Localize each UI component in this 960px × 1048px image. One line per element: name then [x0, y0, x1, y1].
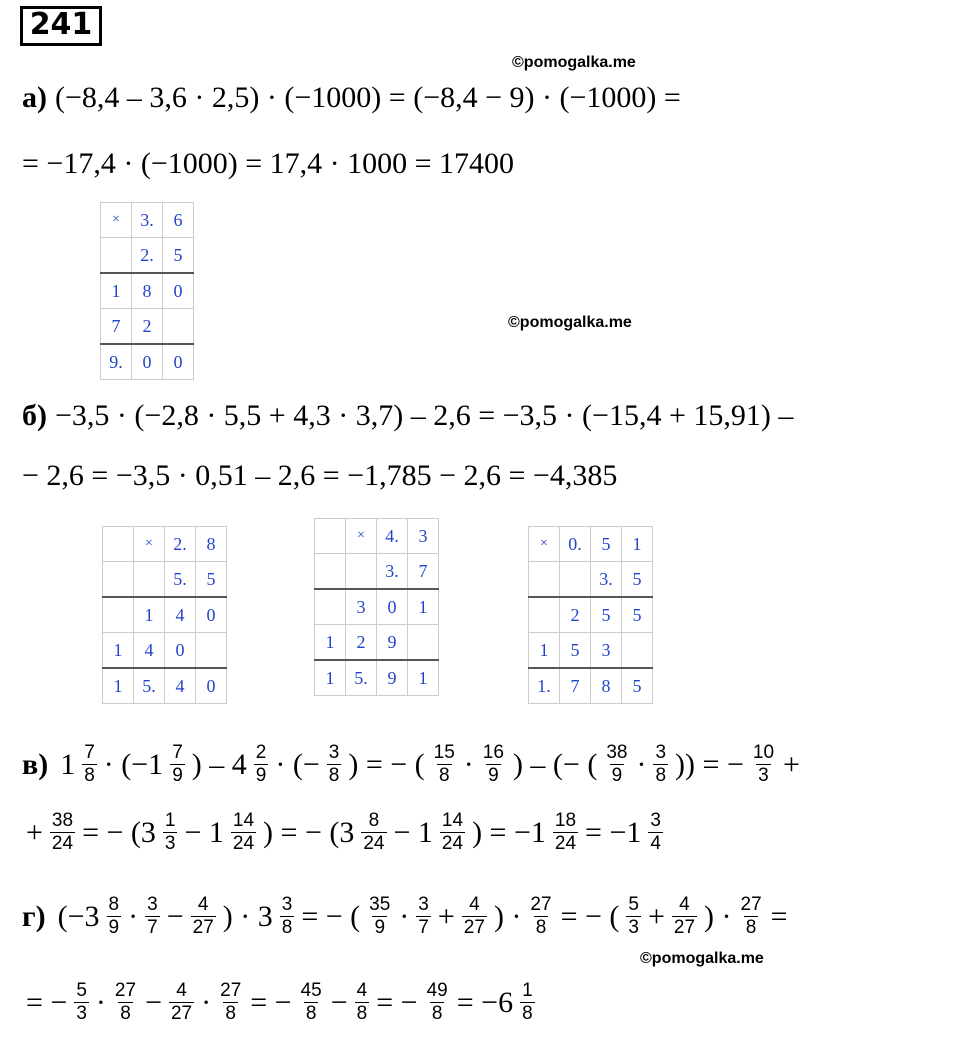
- calc-cell: [346, 554, 377, 590]
- denominator: 8: [356, 1003, 368, 1024]
- calc-cell: 1: [408, 589, 439, 625]
- fraction: [82, 742, 97, 787]
- part-b-expression-1: −3,5 · (−2,8 · 5,5 + 4,3 · 3,7) – 2,6 = −3,5 · (−15,4 + 15,91) –: [55, 399, 794, 432]
- denominator: 8: [438, 765, 450, 786]
- part-g-line2: [22, 980, 538, 1025]
- calc-cell: 0: [163, 344, 194, 380]
- calc-cell: [315, 519, 346, 554]
- fraction: [361, 810, 386, 855]
- calc-cell: 4.: [377, 519, 408, 554]
- denominator: 27: [463, 917, 485, 938]
- numerator: 14: [441, 810, 464, 831]
- denominator: 8: [655, 765, 667, 786]
- denominator: 8: [281, 917, 293, 938]
- expression-text: ) · 3: [222, 899, 273, 933]
- calc-cell: [408, 625, 439, 661]
- numerator: 38: [51, 810, 74, 831]
- expression-text: ·: [463, 747, 474, 781]
- expression-text: ) – (− (: [512, 747, 598, 781]
- numerator: 8: [108, 894, 120, 915]
- calc-table-b3: [528, 526, 653, 704]
- calc-row: [103, 597, 227, 633]
- denominator: 7: [418, 917, 429, 938]
- denominator: 24: [363, 833, 385, 854]
- denominator: 7: [147, 917, 158, 938]
- denominator: 9: [611, 765, 623, 786]
- calc-cell: 0: [377, 589, 408, 625]
- part-b-expression-2: − 2,6 = −3,5 · 0,51 – 2,6 = −1,785 − 2,6 = −4,385: [22, 459, 618, 492]
- calc-cell: 8: [196, 527, 227, 562]
- expression-text: · (−: [275, 747, 320, 781]
- expression-text: 1: [60, 747, 76, 781]
- fraction: [170, 742, 185, 787]
- calc-table-a: [100, 202, 194, 380]
- denominator: 8: [431, 1003, 443, 1024]
- numerator: 8: [368, 810, 380, 831]
- expression-text: −: [145, 985, 162, 1019]
- calc-cell: 0: [196, 668, 227, 704]
- part-a-expression-2: = −17,4 · (−1000) = 17,4 · 1000 = 17400: [22, 147, 515, 180]
- calc-row: [315, 589, 439, 625]
- calc-cell: 1: [408, 660, 439, 696]
- numerator: 4: [679, 894, 690, 915]
- denominator: 8: [745, 917, 757, 938]
- numerator: 3: [418, 894, 429, 915]
- expression-text: +: [647, 899, 665, 933]
- calc-row: [529, 633, 653, 669]
- calc-row: [315, 519, 439, 554]
- fraction: [528, 894, 553, 939]
- calc-cell: 5: [163, 238, 194, 274]
- calc-cell: 7: [560, 668, 591, 704]
- numerator: 16: [482, 742, 504, 763]
- fraction: [481, 742, 506, 787]
- fraction: [739, 894, 764, 939]
- fraction: [425, 980, 450, 1025]
- denominator: 24: [51, 833, 74, 854]
- fraction: [74, 980, 89, 1025]
- expression-text: − 1: [184, 815, 224, 849]
- expression-text: − 1: [393, 815, 433, 849]
- calc-cell: ×: [134, 527, 165, 562]
- fraction: [672, 894, 697, 939]
- calc-cell: 3: [408, 519, 439, 554]
- watermark: ©pomogalka.me: [508, 314, 632, 331]
- expression-text: +: [783, 747, 800, 781]
- denominator: 3: [628, 917, 639, 938]
- expression-text: · (−1: [103, 747, 164, 781]
- fraction: [50, 810, 75, 855]
- numerator: 4: [356, 980, 368, 1001]
- expression-text: = − (: [560, 899, 620, 933]
- part-a-label: а): [22, 81, 47, 114]
- calc-cell: [103, 527, 134, 562]
- calc-cell: 8: [591, 668, 622, 704]
- numerator: 15: [433, 742, 455, 763]
- calc-row: [315, 625, 439, 661]
- calc-row: [101, 203, 194, 238]
- expression-text: = −1: [585, 815, 642, 849]
- denominator: 3: [758, 765, 769, 786]
- calc-row: [103, 562, 227, 598]
- calc-cell: 6: [163, 203, 194, 238]
- calc-cell: 1: [622, 527, 653, 562]
- expression-text: = −: [26, 985, 68, 1019]
- numerator: 38: [606, 742, 628, 763]
- fraction: [280, 894, 295, 939]
- calc-cell: [315, 589, 346, 625]
- denominator: 8: [328, 765, 340, 786]
- fraction: [462, 894, 487, 939]
- calc-row: [315, 660, 439, 696]
- expression-text: = −: [250, 985, 292, 1019]
- denominator: 24: [441, 833, 464, 854]
- calc-cell: 5.: [346, 660, 377, 696]
- numerator: 27: [740, 894, 762, 915]
- fraction: [191, 894, 216, 939]
- calc-row: [101, 273, 194, 309]
- denominator: 8: [84, 765, 95, 786]
- numerator: 27: [220, 980, 242, 1001]
- numerator: 3: [650, 810, 661, 831]
- calc-cell: [529, 597, 560, 633]
- fraction: [432, 742, 457, 787]
- fraction: [254, 742, 269, 787]
- expression-text: +: [437, 899, 455, 933]
- expression-text: −: [330, 985, 348, 1019]
- calc-row: [103, 668, 227, 704]
- denominator: 8: [225, 1003, 236, 1024]
- numerator: 27: [114, 980, 137, 1001]
- calc-cell: [101, 238, 132, 274]
- numerator: 4: [176, 980, 187, 1001]
- numerator: 14: [232, 810, 255, 831]
- numerator: 10: [752, 742, 775, 763]
- fraction: [327, 742, 342, 787]
- fraction: [231, 810, 256, 855]
- calc-cell: 5: [196, 562, 227, 598]
- calc-cell: 8: [132, 273, 163, 309]
- expression-text: = − (: [301, 899, 361, 933]
- watermark: ©pomogalka.me: [640, 950, 764, 967]
- numerator: 5: [76, 980, 87, 1001]
- numerator: 45: [300, 980, 322, 1001]
- part-b-line2: [22, 456, 617, 496]
- calc-row: [101, 309, 194, 345]
- calc-table-b1: [102, 526, 227, 704]
- calc-cell: 1.: [529, 668, 560, 704]
- expression-text: −: [166, 899, 184, 933]
- calc-row: [529, 527, 653, 562]
- calc-cell: 0: [165, 633, 196, 669]
- calc-cell: ×: [529, 527, 560, 562]
- calc-cell: 5: [622, 668, 653, 704]
- numerator: 4: [469, 894, 480, 915]
- calc-cell: 4: [134, 633, 165, 669]
- calc-cell: 5: [622, 597, 653, 633]
- numerator: 5: [628, 894, 639, 915]
- calc-cell: 0: [196, 597, 227, 633]
- calc-cell: 5: [622, 562, 653, 598]
- numerator: 2: [255, 742, 267, 763]
- expression-text: ) – 4: [191, 747, 247, 781]
- calc-cell: 1: [101, 273, 132, 309]
- expression-text: ·: [636, 747, 647, 781]
- calc-cell: 4: [165, 597, 196, 633]
- fraction: [367, 894, 392, 939]
- calc-cell: [560, 562, 591, 598]
- expression-text: ) ·: [704, 899, 732, 933]
- numerator: 18: [554, 810, 577, 831]
- calc-cell: [103, 562, 134, 598]
- denominator: 8: [522, 1003, 533, 1024]
- calc-row: [103, 527, 227, 562]
- expression-text: ) = − (: [348, 747, 425, 781]
- calc-cell: 1: [315, 660, 346, 696]
- fraction: [416, 894, 431, 939]
- denominator: 24: [232, 833, 255, 854]
- calc-cell: 7: [408, 554, 439, 590]
- denominator: 8: [535, 917, 547, 938]
- part-a-line2: [22, 144, 514, 184]
- calc-cell: 5: [591, 597, 622, 633]
- calc-cell: 0.: [560, 527, 591, 562]
- calc-cell: 3.: [132, 203, 163, 238]
- numerator: 35: [369, 894, 391, 915]
- calc-cell: 9: [377, 660, 408, 696]
- fraction: [113, 980, 138, 1025]
- numerator: 1: [164, 810, 176, 831]
- calc-cell: 5.: [165, 562, 196, 598]
- calc-cell: [134, 562, 165, 598]
- numerator: 7: [172, 742, 183, 763]
- calc-cell: 3: [346, 589, 377, 625]
- expression-text: ·: [399, 899, 410, 933]
- denominator: 24: [554, 833, 577, 854]
- calc-cell: 2.: [132, 238, 163, 274]
- denominator: 9: [374, 917, 386, 938]
- denominator: 3: [164, 833, 176, 854]
- numerator: 27: [530, 894, 552, 915]
- fraction: [107, 894, 122, 939]
- denominator: 27: [673, 917, 696, 938]
- part-label: в): [22, 747, 49, 781]
- fraction: [553, 810, 578, 855]
- expression-text: = −6: [456, 985, 514, 1019]
- fraction: [163, 810, 178, 855]
- calc-cell: 9.: [101, 344, 132, 380]
- expression-text: ) = −1: [472, 815, 546, 849]
- calc-row: [101, 344, 194, 380]
- fraction: [626, 894, 641, 939]
- part-a-expression-1: (−8,4 – 3,6 · 2,5) · (−1000) = (−8,4 − 9) · (−1000) =: [55, 81, 681, 114]
- part-a-line1: [22, 78, 681, 118]
- calc-row: [529, 562, 653, 598]
- calc-cell: [622, 633, 653, 669]
- denominator: 9: [108, 917, 120, 938]
- calc-cell: 1: [103, 633, 134, 669]
- expression-text: (−3: [57, 899, 100, 933]
- calc-cell: 5: [560, 633, 591, 669]
- numerator: 3: [655, 742, 667, 763]
- calc-row: [101, 238, 194, 274]
- part-b-line1: [22, 396, 793, 436]
- calc-cell: ×: [346, 519, 377, 554]
- numerator: 7: [84, 742, 95, 763]
- calc-cell: 1: [103, 668, 134, 704]
- calc-cell: ×: [101, 203, 132, 238]
- calc-cell: 1: [315, 625, 346, 661]
- numerator: 4: [197, 894, 209, 915]
- watermark: ©pomogalka.me: [512, 54, 636, 71]
- denominator: 9: [172, 765, 183, 786]
- fraction: [218, 980, 243, 1025]
- calc-cell: 7: [101, 309, 132, 345]
- expression-text: ·: [95, 985, 106, 1019]
- calc-cell: 0: [163, 273, 194, 309]
- calc-cell: 9: [377, 625, 408, 661]
- part-label: г): [22, 899, 46, 933]
- calc-cell: [103, 597, 134, 633]
- calc-cell: 2.: [165, 527, 196, 562]
- calc-cell: [529, 562, 560, 598]
- fraction: [751, 742, 776, 787]
- denominator: 3: [76, 1003, 87, 1024]
- fraction: [648, 810, 663, 855]
- calc-row: [103, 633, 227, 669]
- numerator: 3: [281, 894, 293, 915]
- denominator: 4: [650, 833, 661, 854]
- fraction: [145, 894, 160, 939]
- numerator: 3: [328, 742, 340, 763]
- numerator: 3: [147, 894, 158, 915]
- expression-text: =: [770, 899, 788, 933]
- part-v-line2: [22, 810, 666, 855]
- calc-row: [529, 668, 653, 704]
- denominator: 9: [488, 765, 499, 786]
- calc-cell: 3.: [591, 562, 622, 598]
- fraction: [355, 980, 370, 1025]
- calc-cell: 2: [132, 309, 163, 345]
- fraction: [653, 742, 668, 787]
- expression-text: ) = − (3: [263, 815, 355, 849]
- calc-cell: 2: [560, 597, 591, 633]
- fraction: [169, 980, 194, 1025]
- expression-text: ) ·: [493, 899, 522, 933]
- calc-table-b2: [314, 518, 439, 696]
- calc-cell: 3.: [377, 554, 408, 590]
- part-v-line1: [22, 742, 804, 787]
- calc-cell: [196, 633, 227, 669]
- calc-cell: 4: [165, 668, 196, 704]
- numerator: 49: [426, 980, 448, 1001]
- task-number: 241: [20, 6, 102, 46]
- denominator: 27: [192, 917, 214, 938]
- expression-text: )) = −: [675, 747, 744, 781]
- calc-row: [315, 554, 439, 590]
- calc-cell: 5: [591, 527, 622, 562]
- expression-text: ·: [128, 899, 139, 933]
- fraction: [604, 742, 629, 787]
- fraction: [440, 810, 465, 855]
- numerator: 1: [522, 980, 533, 1001]
- expression-text: = −: [376, 985, 418, 1019]
- expression-text: = − (3: [82, 815, 156, 849]
- calc-cell: 3: [591, 633, 622, 669]
- expression-text: +: [26, 815, 43, 849]
- denominator: 8: [120, 1003, 131, 1024]
- calc-cell: 2: [346, 625, 377, 661]
- fraction: [520, 980, 535, 1025]
- fraction: [299, 980, 324, 1025]
- calc-row: [529, 597, 653, 633]
- calc-cell: 0: [132, 344, 163, 380]
- denominator: 9: [255, 765, 267, 786]
- calc-cell: 5.: [134, 668, 165, 704]
- calc-cell: 1: [529, 633, 560, 669]
- calc-cell: 1: [134, 597, 165, 633]
- calc-cell: [163, 309, 194, 345]
- part-g-line1: [22, 894, 792, 939]
- calc-cell: [315, 554, 346, 590]
- denominator: 8: [305, 1003, 317, 1024]
- part-b-label: б): [22, 399, 47, 432]
- denominator: 27: [170, 1003, 193, 1024]
- expression-text: ·: [201, 985, 212, 1019]
